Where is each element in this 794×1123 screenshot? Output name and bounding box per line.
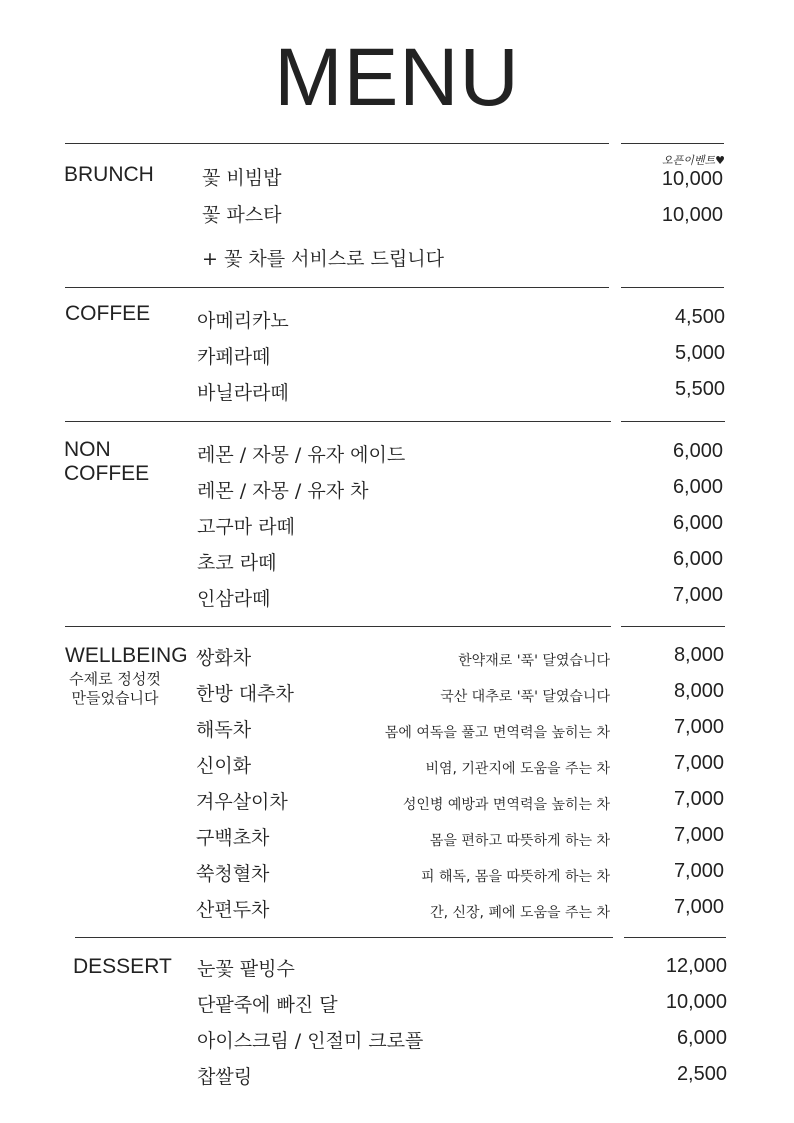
menu-item-name: 한방 대추차 xyxy=(196,683,294,705)
menu-item-description: 몸에 여독을 풀고 면역력을 높히는 차 xyxy=(384,725,610,741)
divider-brunch-right xyxy=(621,287,724,288)
menu-item-name: 겨우살이차 xyxy=(196,791,288,813)
event-label: 오픈이벤트♥ xyxy=(662,154,725,167)
menu-item-name: 찹쌀링 xyxy=(197,1066,253,1088)
category-non-coffee-line1: NON xyxy=(64,438,111,461)
menu-item-price: 7,000 xyxy=(673,824,724,846)
menu-item-price: 12,000 xyxy=(665,955,727,977)
divider-wellbeing-left xyxy=(75,937,613,938)
category-coffee: COFFEE xyxy=(65,302,151,325)
wellbeing-note-line2: 만들었습니다 xyxy=(71,689,159,707)
menu-item-description: 한약재로 '푹' 달였습니다 xyxy=(458,653,610,669)
divider-noncoffee-right xyxy=(621,626,725,627)
menu-item-price: 6,000 xyxy=(672,512,723,534)
menu-item-price: 7,000 xyxy=(672,584,723,606)
menu-item-price: 7,000 xyxy=(673,896,724,918)
category-wellbeing: WELLBEING xyxy=(65,644,188,667)
menu-item-description: 국산 대추로 '푹' 달였습니다 xyxy=(440,689,610,705)
wellbeing-note-line1: 수제로 정성껏 xyxy=(69,670,161,688)
menu-item-name: 신이화 xyxy=(196,755,252,777)
menu-item-name: 인삼라떼 xyxy=(197,588,271,610)
menu-item-name: 꽃 비빔밥 xyxy=(202,167,282,189)
menu-item-price: 10,000 xyxy=(665,991,727,1013)
menu-item-price: 8,000 xyxy=(673,680,724,702)
menu-item-name: 레몬 / 자몽 / 유자 차 xyxy=(197,480,369,502)
menu-item-name: 눈꽃 팥빙수 xyxy=(197,958,295,980)
menu-item-price: 10,000 xyxy=(661,204,723,226)
menu-item-price: 6,000 xyxy=(672,440,723,462)
menu-item-name: 카페라떼 xyxy=(197,346,271,368)
menu-item-name: 구백초차 xyxy=(196,827,270,849)
menu-item-price: 2,500 xyxy=(676,1063,727,1085)
menu-item-price: 7,000 xyxy=(673,716,724,738)
menu-item-price: 6,000 xyxy=(672,548,723,570)
menu-item-name: 쌍화차 xyxy=(196,647,252,669)
menu-item-price: 7,000 xyxy=(673,752,724,774)
menu-item-description: 비염, 기관지에 도움을 주는 차 xyxy=(425,761,610,777)
menu-item-description: 몸을 편하고 따뜻하게 하는 차 xyxy=(429,833,610,849)
menu-item-name: 단팥죽에 빠진 달 xyxy=(197,994,338,1016)
menu-item-price: 7,000 xyxy=(673,860,724,882)
menu-item-description: 성인병 예방과 면역력을 높히는 차 xyxy=(402,797,610,813)
menu-item-price: 5,000 xyxy=(674,342,725,364)
divider-wellbeing-right xyxy=(624,937,726,938)
menu-item-name: 아이스크림 / 인절미 크로플 xyxy=(197,1030,424,1052)
menu-item-name: 고구마 라떼 xyxy=(197,516,295,538)
menu-item-price: 10,000 xyxy=(661,168,723,190)
menu-item-name: 아메리카노 xyxy=(197,310,289,332)
menu-title: MENU xyxy=(274,32,520,123)
menu-item-name: 레몬 / 자몽 / 유자 에이드 xyxy=(197,444,406,466)
menu-item-name: 초코 라떼 xyxy=(197,552,277,574)
menu-item-name: 해독차 xyxy=(196,719,252,741)
divider-noncoffee-left xyxy=(65,626,611,627)
divider-top-left xyxy=(65,143,609,144)
menu-item-price: 8,000 xyxy=(673,644,724,666)
menu-item-description: 피 해독, 몸을 따뜻하게 하는 차 xyxy=(421,869,610,885)
menu-item-description: 간, 신장, 폐에 도움을 주는 차 xyxy=(430,905,610,921)
menu-item-name: 쑥청혈차 xyxy=(196,863,270,885)
category-dessert: DESSERT xyxy=(73,955,172,978)
divider-coffee-right xyxy=(621,421,725,422)
divider-brunch-left xyxy=(65,287,609,288)
category-non-coffee-line2: COFFEE xyxy=(64,462,150,485)
menu-item-name: 바닐라라떼 xyxy=(197,382,289,404)
menu-item-price: 6,000 xyxy=(676,1027,727,1049)
divider-coffee-left xyxy=(65,421,611,422)
menu-item-price: 5,500 xyxy=(674,378,725,400)
menu-item-price: 4,500 xyxy=(674,306,725,328)
menu-item-price: 6,000 xyxy=(672,476,723,498)
category-brunch: BRUNCH xyxy=(64,163,154,186)
menu-item-name: 산편두차 xyxy=(196,899,270,921)
menu-item-name: 꽃 파스타 xyxy=(202,204,282,226)
brunch-service-note: + 꽃 차를 서비스로 드립니다 xyxy=(202,248,444,270)
divider-top-right xyxy=(621,143,724,144)
menu-item-price: 7,000 xyxy=(673,788,724,810)
